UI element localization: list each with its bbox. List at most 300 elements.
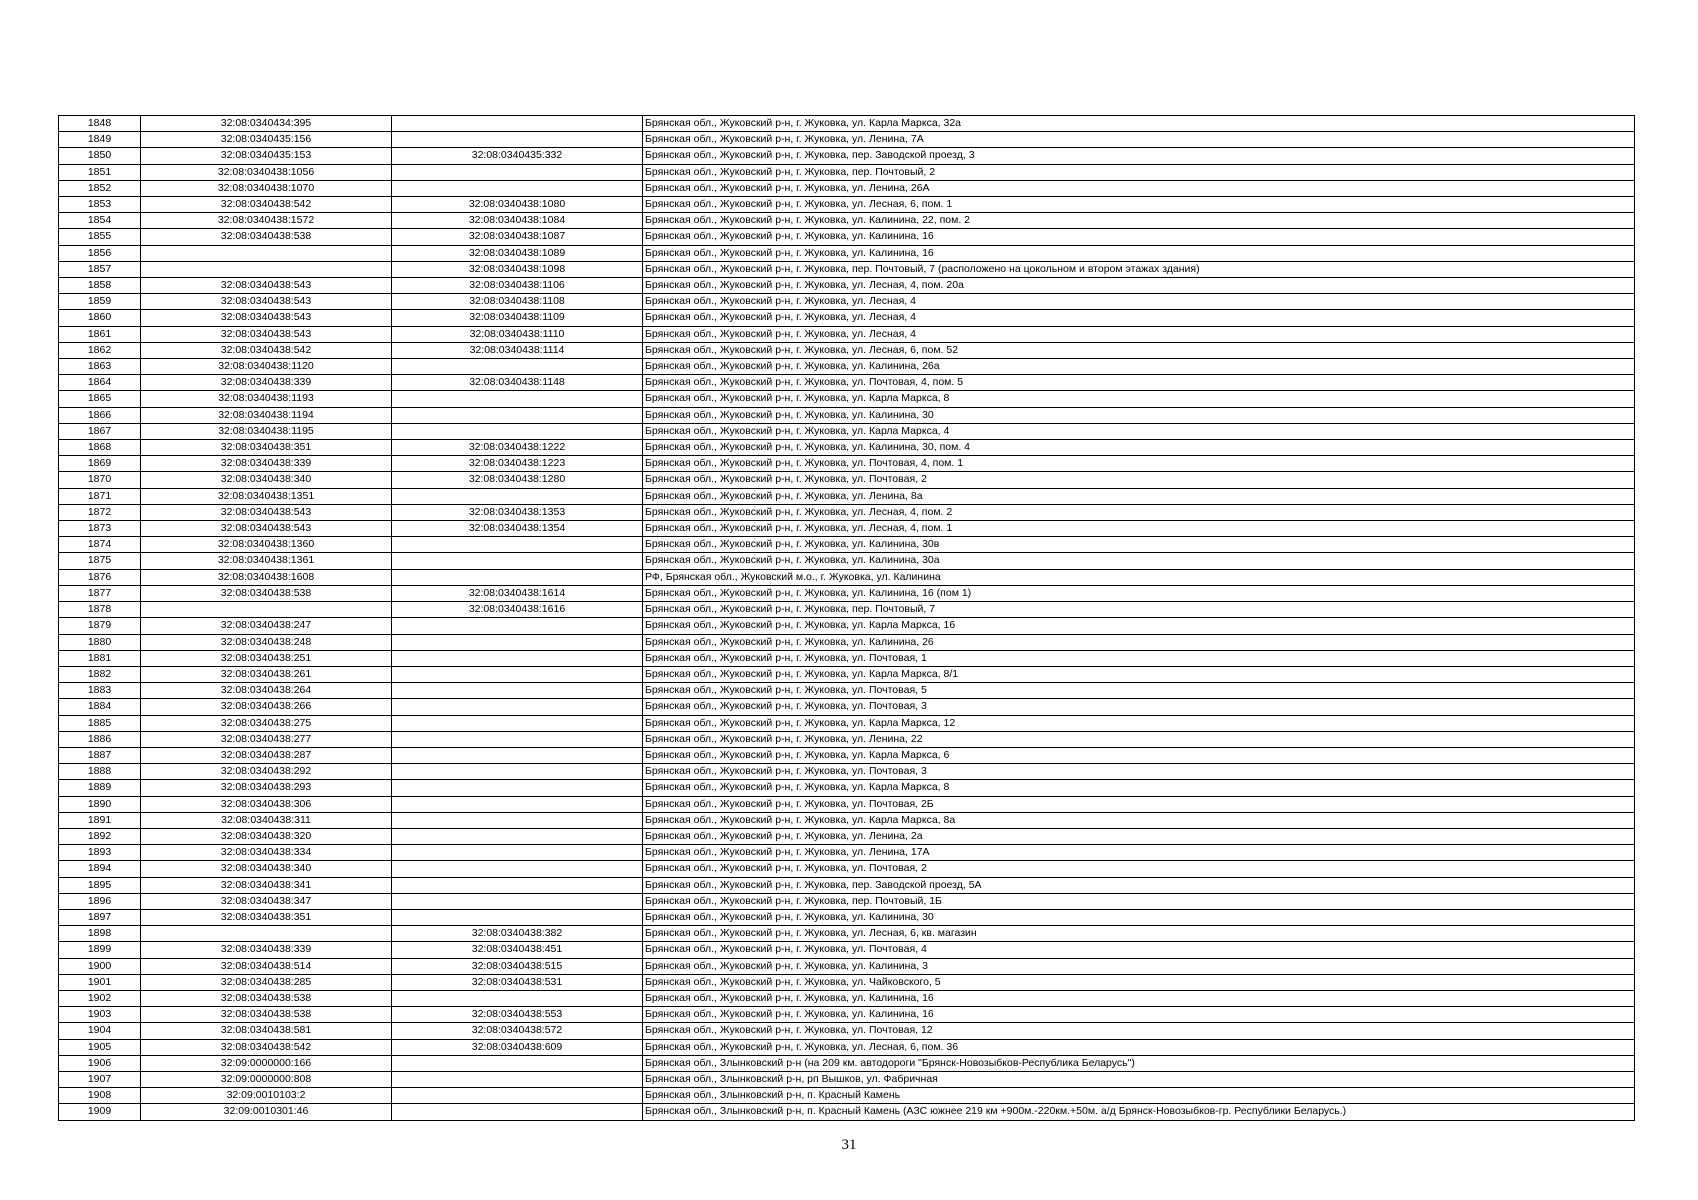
address-cell: Брянская обл., Жуковский р-н, г. Жуковка, пер. Почтовый, 7 (расположено на цокольном и втором этажах здания) (643, 261, 1635, 277)
table-row (59, 213, 1635, 229)
cadastral-table (58, 115, 1635, 1121)
land-parcel-cell: 32:08:0340434:395 (141, 116, 392, 132)
row-number-cell: 1865 (59, 391, 141, 407)
table-row (59, 440, 1635, 456)
row-number-cell: 1850 (59, 148, 141, 164)
building-number-cell (392, 423, 643, 439)
table-row (59, 650, 1635, 666)
address-cell: Брянская обл., Жуковский р-н, г. Жуковка, ул. Калинина, 16 (643, 990, 1635, 1006)
table-row (59, 537, 1635, 553)
table-row (59, 764, 1635, 780)
address-cell: Брянская обл., Жуковский р-н, г. Жуковка, ул. Калинина, 30в (643, 537, 1635, 553)
table-row (59, 359, 1635, 375)
land-parcel-cell: 32:08:0340435:156 (141, 132, 392, 148)
row-number-cell: 1891 (59, 812, 141, 828)
table-row (59, 1023, 1635, 1039)
address-cell: Брянская обл., Жуковский р-н, г. Жуковка, пер. Заводской проезд, 5А (643, 877, 1635, 893)
building-number-cell (392, 877, 643, 893)
address-cell: Брянская обл., Жуковский р-н, г. Жуковка, ул. Карла Маркса, 16 (643, 618, 1635, 634)
table-row (59, 683, 1635, 699)
land-parcel-cell: 32:08:0340438:543 (141, 504, 392, 520)
table-row (59, 828, 1635, 844)
table-row (59, 893, 1635, 909)
building-number-cell: 32:08:0340438:451 (392, 942, 643, 958)
table-row (59, 132, 1635, 148)
row-number-cell: 1909 (59, 1104, 141, 1120)
address-cell: Брянская обл., Жуковский р-н, г. Жуковка, ул. Лесная, 4, пом. 20а (643, 278, 1635, 294)
building-number-cell (392, 391, 643, 407)
building-number-cell (392, 1104, 643, 1120)
building-number-cell: 32:08:0340438:1616 (392, 602, 643, 618)
address-cell: Брянская обл., Жуковский р-н, г. Жуковка, ул. Карла Маркса, 8а (643, 812, 1635, 828)
address-cell: Брянская обл., Злынковский р-н (на 209 км. автодороги "Брянск-Новозыбков-Республика Беларусь") (643, 1055, 1635, 1071)
building-number-cell: 32:08:0340438:1114 (392, 342, 643, 358)
row-number-cell: 1853 (59, 197, 141, 213)
building-number-cell: 32:08:0340438:1148 (392, 375, 643, 391)
land-parcel-cell: 32:08:0340438:1056 (141, 164, 392, 180)
table-row (59, 472, 1635, 488)
building-number-cell (392, 180, 643, 196)
table-row (59, 666, 1635, 682)
land-parcel-cell: 32:08:0340438:341 (141, 877, 392, 893)
building-number-cell: 32:08:0340438:1080 (392, 197, 643, 213)
land-parcel-cell: 32:08:0340438:306 (141, 796, 392, 812)
land-parcel-cell: 32:08:0340438:248 (141, 634, 392, 650)
address-cell: Брянская обл., Жуковский р-н, г. Жуковка, ул. Калинина, 30, пом. 4 (643, 440, 1635, 456)
table-row (59, 747, 1635, 763)
table-row (59, 845, 1635, 861)
land-parcel-cell (141, 602, 392, 618)
row-number-cell: 1902 (59, 990, 141, 1006)
table-row (59, 326, 1635, 342)
table-row (59, 521, 1635, 537)
table-row (59, 294, 1635, 310)
address-cell: Брянская обл., Жуковский р-н, г. Жуковка, ул. Карла Маркса, 8/1 (643, 666, 1635, 682)
building-number-cell: 32:08:0340438:1614 (392, 585, 643, 601)
building-number-cell: 32:08:0340435:332 (392, 148, 643, 164)
row-number-cell: 1885 (59, 715, 141, 731)
building-number-cell (392, 618, 643, 634)
building-number-cell (392, 828, 643, 844)
land-parcel-cell: 32:08:0340438:581 (141, 1023, 392, 1039)
row-number-cell: 1899 (59, 942, 141, 958)
address-cell: Брянская обл., Жуковский р-н, г. Жуковка, ул. Ленина, 8а (643, 488, 1635, 504)
building-number-cell (392, 683, 643, 699)
address-cell: Брянская обл., Жуковский р-н, г. Жуковка, ул. Лесная, 4, пом. 1 (643, 521, 1635, 537)
address-cell: Брянская обл., Жуковский р-н, г. Жуковка, ул. Лесная, 6, пом. 36 (643, 1039, 1635, 1055)
land-parcel-cell: 32:08:0340438:543 (141, 278, 392, 294)
address-cell: Брянская обл., Жуковский р-н, г. Жуковка, ул. Почтовая, 4, пом. 5 (643, 375, 1635, 391)
row-number-cell: 1893 (59, 845, 141, 861)
building-number-cell: 32:08:0340438:1222 (392, 440, 643, 456)
row-number-cell: 1887 (59, 747, 141, 763)
table-row (59, 1007, 1635, 1023)
address-cell: Брянская обл., Жуковский р-н, г. Жуковка, ул. Ленина, 26А (643, 180, 1635, 196)
table-row (59, 1071, 1635, 1087)
address-cell: Брянская обл., Жуковский р-н, г. Жуковка, ул. Карла Маркса, 8 (643, 391, 1635, 407)
table-row (59, 407, 1635, 423)
address-cell: Брянская обл., Жуковский р-н, г. Жуковка, ул. Лесная, 6, пом. 1 (643, 197, 1635, 213)
land-parcel-cell: 32:08:0340435:153 (141, 148, 392, 164)
row-number-cell: 1890 (59, 796, 141, 812)
row-number-cell: 1849 (59, 132, 141, 148)
land-parcel-cell: 32:08:0340438:264 (141, 683, 392, 699)
building-number-cell (392, 116, 643, 132)
address-cell: Брянская обл., Жуковский р-н, г. Жуковка, ул. Карла Маркса, 4 (643, 423, 1635, 439)
row-number-cell: 1906 (59, 1055, 141, 1071)
building-number-cell (392, 132, 643, 148)
land-parcel-cell: 32:08:0340438:538 (141, 229, 392, 245)
building-number-cell (392, 488, 643, 504)
land-parcel-cell: 32:08:0340438:347 (141, 893, 392, 909)
row-number-cell: 1881 (59, 650, 141, 666)
address-cell: Брянская обл., Жуковский р-н, г. Жуковка, ул. Калинина, 22, пом. 2 (643, 213, 1635, 229)
row-number-cell: 1900 (59, 958, 141, 974)
row-number-cell: 1860 (59, 310, 141, 326)
address-cell: Брянская обл., Жуковский р-н, г. Жуковка, ул. Лесная, 4 (643, 326, 1635, 342)
building-number-cell (392, 666, 643, 682)
row-number-cell: 1879 (59, 618, 141, 634)
address-cell: Брянская обл., Жуковский р-н, г. Жуковка, ул. Карла Маркса, 32а (643, 116, 1635, 132)
building-number-cell: 32:08:0340438:1089 (392, 245, 643, 261)
row-number-cell: 1907 (59, 1071, 141, 1087)
land-parcel-cell (141, 926, 392, 942)
row-number-cell: 1882 (59, 666, 141, 682)
address-cell: Брянская обл., Жуковский р-н, г. Жуковка, пер. Почтовый, 7 (643, 602, 1635, 618)
address-cell: Брянская обл., Жуковский р-н, г. Жуковка, ул. Калинина, 30а (643, 553, 1635, 569)
land-parcel-cell: 32:08:0340438:287 (141, 747, 392, 763)
address-cell: Брянская обл., Жуковский р-н, г. Жуковка, ул. Карла Маркса, 6 (643, 747, 1635, 763)
table-row (59, 310, 1635, 326)
land-parcel-cell: 32:08:0340438:339 (141, 456, 392, 472)
address-cell: Брянская обл., Жуковский р-н, г. Жуковка, ул. Калинина, 30 (643, 407, 1635, 423)
table-row (59, 148, 1635, 164)
building-number-cell: 32:08:0340438:1108 (392, 294, 643, 310)
building-number-cell (392, 715, 643, 731)
address-cell: Брянская обл., Жуковский р-н, г. Жуковка, ул. Почтовая, 3 (643, 764, 1635, 780)
address-cell: Брянская обл., Злынковский р-н, п. Красный Камень (643, 1088, 1635, 1104)
address-cell: Брянская обл., Жуковский р-н, г. Жуковка, ул. Лесная, 4 (643, 310, 1635, 326)
address-cell: Брянская обл., Жуковский р-н, г. Жуковка, пер. Почтовый, 2 (643, 164, 1635, 180)
address-cell: Брянская обл., Жуковский р-н, г. Жуковка, ул. Калинина, 16 (643, 229, 1635, 245)
building-number-cell: 32:08:0340438:1110 (392, 326, 643, 342)
building-number-cell: 32:08:0340438:1280 (392, 472, 643, 488)
row-number-cell: 1870 (59, 472, 141, 488)
building-number-cell: 32:08:0340438:1084 (392, 213, 643, 229)
table-row (59, 488, 1635, 504)
row-number-cell: 1851 (59, 164, 141, 180)
table-row (59, 1104, 1635, 1120)
building-number-cell: 32:08:0340438:609 (392, 1039, 643, 1055)
row-number-cell: 1892 (59, 828, 141, 844)
land-parcel-cell: 32:08:0340438:292 (141, 764, 392, 780)
row-number-cell: 1873 (59, 521, 141, 537)
land-parcel-cell: 32:08:0340438:1608 (141, 569, 392, 585)
row-number-cell: 1866 (59, 407, 141, 423)
address-cell: Брянская обл., Жуковский р-н, г. Жуковка, ул. Ленина, 17А (643, 845, 1635, 861)
building-number-cell: 32:08:0340438:1223 (392, 456, 643, 472)
page-number: 31 (841, 1137, 857, 1153)
address-cell: Брянская обл., Жуковский р-н, г. Жуковка, ул. Калинина, 26 (643, 634, 1635, 650)
row-number-cell: 1877 (59, 585, 141, 601)
row-number-cell: 1895 (59, 877, 141, 893)
address-cell: Брянская обл., Жуковский р-н, г. Жуковка, ул. Калинина, 16 (пом 1) (643, 585, 1635, 601)
land-parcel-cell: 32:08:0340438:320 (141, 828, 392, 844)
row-number-cell: 1901 (59, 974, 141, 990)
building-number-cell (392, 553, 643, 569)
building-number-cell: 32:08:0340438:1354 (392, 521, 643, 537)
address-cell: Брянская обл., Жуковский р-н, г. Жуковка, ул. Почтовая, 2Б (643, 796, 1635, 812)
address-cell: Брянская обл., Жуковский р-н, г. Жуковка, ул. Калинина, 16 (643, 245, 1635, 261)
table-row (59, 569, 1635, 585)
land-parcel-cell: 32:09:0000000:808 (141, 1071, 392, 1087)
table-row (59, 618, 1635, 634)
address-cell: Брянская обл., Жуковский р-н, г. Жуковка, ул. Ленина, 2а (643, 828, 1635, 844)
address-cell: Брянская обл., Жуковский р-н, г. Жуковка, ул. Почтовая, 2 (643, 861, 1635, 877)
row-number-cell: 1889 (59, 780, 141, 796)
row-number-cell: 1884 (59, 699, 141, 715)
row-number-cell: 1897 (59, 909, 141, 925)
table-row (59, 342, 1635, 358)
building-number-cell (392, 909, 643, 925)
land-parcel-cell: 32:08:0340438:277 (141, 731, 392, 747)
building-number-cell (392, 537, 643, 553)
table-row (59, 456, 1635, 472)
address-cell: РФ, Брянская обл., Жуковский м.о., г. Жуковка, ул. Калинина (643, 569, 1635, 585)
land-parcel-cell: 32:08:0340438:1351 (141, 488, 392, 504)
building-number-cell (392, 747, 643, 763)
land-parcel-cell: 32:08:0340438:285 (141, 974, 392, 990)
table-row (59, 116, 1635, 132)
table-row (59, 715, 1635, 731)
building-number-cell (392, 1055, 643, 1071)
row-number-cell: 1857 (59, 261, 141, 277)
table-row (59, 699, 1635, 715)
building-number-cell (392, 164, 643, 180)
table-row (59, 812, 1635, 828)
table-row (59, 958, 1635, 974)
row-number-cell: 1888 (59, 764, 141, 780)
address-cell: Брянская обл., Жуковский р-н, г. Жуковка, ул. Ленина, 7А (643, 132, 1635, 148)
building-number-cell: 32:08:0340438:553 (392, 1007, 643, 1023)
table-row (59, 1039, 1635, 1055)
row-number-cell: 1859 (59, 294, 141, 310)
table-row (59, 926, 1635, 942)
land-parcel-cell: 32:08:0340438:340 (141, 472, 392, 488)
row-number-cell: 1861 (59, 326, 141, 342)
table-row (59, 504, 1635, 520)
building-number-cell (392, 812, 643, 828)
row-number-cell: 1871 (59, 488, 141, 504)
row-number-cell: 1856 (59, 245, 141, 261)
table-row (59, 180, 1635, 196)
building-number-cell (392, 359, 643, 375)
land-parcel-cell: 32:09:0000000:166 (141, 1055, 392, 1071)
land-parcel-cell: 32:08:0340438:1193 (141, 391, 392, 407)
row-number-cell: 1874 (59, 537, 141, 553)
building-number-cell (392, 861, 643, 877)
building-number-cell (392, 634, 643, 650)
row-number-cell: 1863 (59, 359, 141, 375)
address-cell: Брянская обл., Жуковский р-н, г. Жуковка, ул. Почтовая, 2 (643, 472, 1635, 488)
land-parcel-cell: 32:08:0340438:542 (141, 1039, 392, 1055)
row-number-cell: 1878 (59, 602, 141, 618)
land-parcel-cell: 32:08:0340438:251 (141, 650, 392, 666)
table-row (59, 602, 1635, 618)
building-number-cell (392, 699, 643, 715)
land-parcel-cell: 32:08:0340438:1120 (141, 359, 392, 375)
land-parcel-cell: 32:08:0340438:1195 (141, 423, 392, 439)
land-parcel-cell: 32:08:0340438:514 (141, 958, 392, 974)
building-number-cell: 32:08:0340438:531 (392, 974, 643, 990)
address-cell: Брянская обл., Жуковский р-н, г. Жуковка, ул. Лесная, 4 (643, 294, 1635, 310)
land-parcel-cell: 32:08:0340438:542 (141, 197, 392, 213)
table-row (59, 942, 1635, 958)
land-parcel-cell: 32:08:0340438:1070 (141, 180, 392, 196)
land-parcel-cell (141, 245, 392, 261)
table-row (59, 974, 1635, 990)
row-number-cell: 1864 (59, 375, 141, 391)
row-number-cell: 1867 (59, 423, 141, 439)
building-number-cell (392, 764, 643, 780)
land-parcel-cell: 32:09:0010301:46 (141, 1104, 392, 1120)
land-parcel-cell: 32:08:0340438:538 (141, 585, 392, 601)
address-cell: Брянская обл., Жуковский р-н, г. Жуковка, ул. Почтовая, 3 (643, 699, 1635, 715)
land-parcel-cell: 32:08:0340438:1361 (141, 553, 392, 569)
row-number-cell: 1903 (59, 1007, 141, 1023)
row-number-cell: 1862 (59, 342, 141, 358)
land-parcel-cell: 32:08:0340438:538 (141, 990, 392, 1006)
table-row (59, 877, 1635, 893)
address-cell: Брянская обл., Жуковский р-н, г. Жуковка, ул. Лесная, 4, пом. 2 (643, 504, 1635, 520)
land-parcel-cell: 32:08:0340438:1360 (141, 537, 392, 553)
building-number-cell (392, 1088, 643, 1104)
table-row (59, 391, 1635, 407)
table-row (59, 585, 1635, 601)
building-number-cell (392, 407, 643, 423)
address-cell: Брянская обл., Жуковский р-н, г. Жуковка, ул. Калинина, 26а (643, 359, 1635, 375)
building-number-cell (392, 893, 643, 909)
land-parcel-cell: 32:08:0340438:293 (141, 780, 392, 796)
land-parcel-cell: 32:08:0340438:538 (141, 1007, 392, 1023)
land-parcel-cell: 32:08:0340438:543 (141, 310, 392, 326)
table-row (59, 553, 1635, 569)
land-parcel-cell: 32:08:0340438:339 (141, 942, 392, 958)
address-cell: Брянская обл., Жуковский р-н, г. Жуковка, ул. Калинина, 16 (643, 1007, 1635, 1023)
land-parcel-cell: 32:08:0340438:266 (141, 699, 392, 715)
address-cell: Брянская обл., Злынковский р-н, рп Вышков, ул. Фабричная (643, 1071, 1635, 1087)
row-number-cell: 1894 (59, 861, 141, 877)
address-cell: Брянская обл., Жуковский р-н, г. Жуковка, ул. Ленина, 22 (643, 731, 1635, 747)
table-row (59, 634, 1635, 650)
building-number-cell (392, 990, 643, 1006)
land-parcel-cell: 32:08:0340438:339 (141, 375, 392, 391)
building-number-cell: 32:08:0340438:1106 (392, 278, 643, 294)
land-parcel-cell: 32:08:0340438:351 (141, 440, 392, 456)
address-cell: Брянская обл., Жуковский р-н, г. Жуковка, ул. Калинина, 30 (643, 909, 1635, 925)
table-row (59, 1088, 1635, 1104)
building-number-cell (392, 650, 643, 666)
row-number-cell: 1852 (59, 180, 141, 196)
row-number-cell: 1868 (59, 440, 141, 456)
table-row (59, 229, 1635, 245)
table-row (59, 861, 1635, 877)
building-number-cell (392, 569, 643, 585)
table-row (59, 164, 1635, 180)
row-number-cell: 1880 (59, 634, 141, 650)
table-row (59, 278, 1635, 294)
row-number-cell: 1904 (59, 1023, 141, 1039)
building-number-cell: 32:08:0340438:515 (392, 958, 643, 974)
land-parcel-cell: 32:08:0340438:543 (141, 294, 392, 310)
row-number-cell: 1858 (59, 278, 141, 294)
land-parcel-cell: 32:08:0340438:275 (141, 715, 392, 731)
row-number-cell: 1886 (59, 731, 141, 747)
table-row (59, 731, 1635, 747)
address-cell: Брянская обл., Жуковский р-н, г. Жуковка, ул. Почтовая, 12 (643, 1023, 1635, 1039)
address-cell: Брянская обл., Жуковский р-н, г. Жуковка, ул. Почтовая, 4 (643, 942, 1635, 958)
land-parcel-cell: 32:08:0340438:261 (141, 666, 392, 682)
address-cell: Брянская обл., Жуковский р-н, г. Жуковка, ул. Лесная, 6, пом. 52 (643, 342, 1635, 358)
table-row (59, 909, 1635, 925)
row-number-cell: 1848 (59, 116, 141, 132)
land-parcel-cell: 32:08:0340438:1194 (141, 407, 392, 423)
row-number-cell: 1854 (59, 213, 141, 229)
row-number-cell: 1896 (59, 893, 141, 909)
address-cell: Брянская обл., Жуковский р-н, г. Жуковка, ул. Карла Маркса, 12 (643, 715, 1635, 731)
row-number-cell: 1898 (59, 926, 141, 942)
building-number-cell: 32:08:0340438:1098 (392, 261, 643, 277)
address-cell: Брянская обл., Жуковский р-н, г. Жуковка, пер. Почтовый, 1Б (643, 893, 1635, 909)
table-row (59, 796, 1635, 812)
land-parcel-cell: 32:08:0340438:1572 (141, 213, 392, 229)
address-cell: Брянская обл., Жуковский р-н, г. Жуковка, ул. Почтовая, 1 (643, 650, 1635, 666)
building-number-cell (392, 780, 643, 796)
land-parcel-cell: 32:08:0340438:334 (141, 845, 392, 861)
land-parcel-cell (141, 261, 392, 277)
table-row (59, 990, 1635, 1006)
table-row (59, 245, 1635, 261)
address-cell: Брянская обл., Жуковский р-н, г. Жуковка, ул. Почтовая, 5 (643, 683, 1635, 699)
building-number-cell: 32:08:0340438:1087 (392, 229, 643, 245)
table-row (59, 780, 1635, 796)
building-number-cell (392, 731, 643, 747)
building-number-cell (392, 845, 643, 861)
land-parcel-cell: 32:08:0340438:543 (141, 521, 392, 537)
address-cell: Брянская обл., Жуковский р-н, г. Жуковка, ул. Лесная, 6, кв. магазин (643, 926, 1635, 942)
land-parcel-cell: 32:08:0340438:340 (141, 861, 392, 877)
row-number-cell: 1876 (59, 569, 141, 585)
address-cell: Брянская обл., Жуковский р-н, г. Жуковка, ул. Калинина, 3 (643, 958, 1635, 974)
row-number-cell: 1855 (59, 229, 141, 245)
table-row (59, 375, 1635, 391)
building-number-cell: 32:08:0340438:1353 (392, 504, 643, 520)
row-number-cell: 1883 (59, 683, 141, 699)
building-number-cell: 32:08:0340438:382 (392, 926, 643, 942)
address-cell: Брянская обл., Злынковский р-н, п. Красный Камень (АЗС южнее 219 км +900м.-220км.+50м. а/д Брянск-Новозыбков-гр. Республики Беларусь.) (643, 1104, 1635, 1120)
table-row (59, 1055, 1635, 1071)
address-cell: Брянская обл., Жуковский р-н, г. Жуковка, пер. Заводской проезд, 3 (643, 148, 1635, 164)
table-row (59, 423, 1635, 439)
table-row (59, 197, 1635, 213)
building-number-cell: 32:08:0340438:1109 (392, 310, 643, 326)
row-number-cell: 1869 (59, 456, 141, 472)
row-number-cell: 1908 (59, 1088, 141, 1104)
land-parcel-cell: 32:09:0010103:2 (141, 1088, 392, 1104)
address-cell: Брянская обл., Жуковский р-н, г. Жуковка, ул. Почтовая, 4, пом. 1 (643, 456, 1635, 472)
address-cell: Брянская обл., Жуковский р-н, г. Жуковка, ул. Чайковского, 5 (643, 974, 1635, 990)
row-number-cell: 1905 (59, 1039, 141, 1055)
